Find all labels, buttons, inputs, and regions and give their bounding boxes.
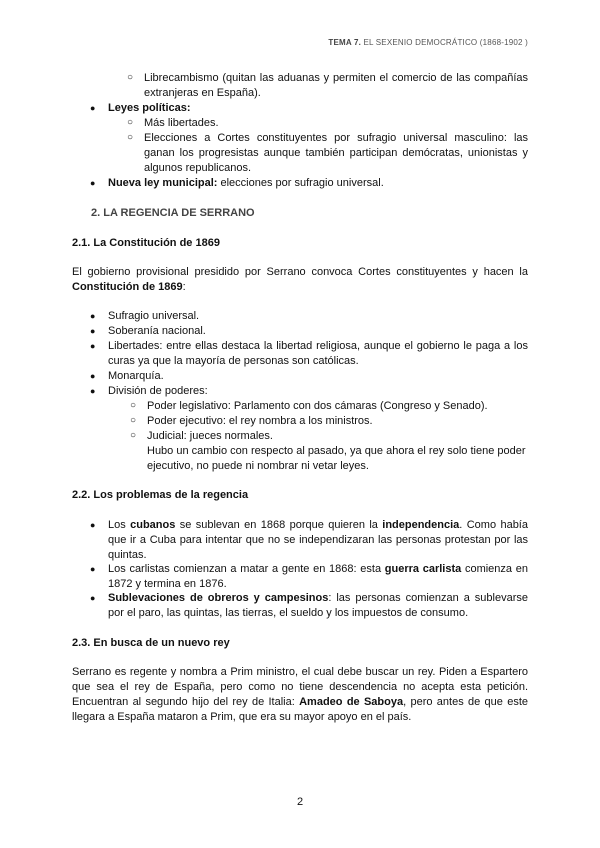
list-item: Soberanía nacional. (108, 325, 206, 337)
list-item: Monarquía. (108, 370, 164, 382)
dot-bullet: ● (90, 593, 96, 603)
list-item-cont: que ir a Cuba para intentar que no se independizaran las personas protestan por las (108, 534, 528, 546)
bold-term: Sublevaciones de obreros y campesinos (108, 592, 329, 604)
dot-bullet: ● (90, 311, 96, 321)
circle-bullet: ○ (127, 117, 134, 128)
list-item: Libertades: entre ellas destaca la libertad religiosa, aunque el gobierno le paga a los (108, 340, 528, 352)
list-item (108, 591, 528, 605)
list-item-cont: ganan los progresistas aunque también participan demócratas, unionistas y (144, 147, 528, 159)
subsection-heading-2-3: 2.3. En busca de un nuevo rey (72, 637, 230, 649)
text-run: elecciones por sufragio universal. (217, 177, 384, 189)
list-item-cont: por el paro, las quintas, las tierras, el sueldo y los impuestos de consumo. (108, 607, 469, 619)
page-number: 2 (296, 796, 304, 808)
dot-bullet: ● (90, 326, 96, 336)
list-item-cont: ejecutivo, no puede ni nombrar ni vetar leyes. (147, 460, 369, 472)
bold-term: Constitución de 1869 (72, 281, 183, 293)
list-item: Más libertades. (144, 117, 219, 129)
text-run: comienza en (461, 563, 528, 575)
text-run: , pero antes de que este (403, 696, 528, 708)
running-header (328, 38, 528, 47)
list-item: Elecciones a Cortes constituyentes por sufragio universal masculino: las (144, 132, 528, 144)
list-item-heading: Leyes políticas: (108, 102, 191, 114)
circle-bullet: ○ (127, 132, 134, 143)
dot-bullet: ● (90, 103, 96, 113)
list-item-cont: algunos republicanos. (144, 162, 252, 174)
list-item: División de poderes: (108, 385, 208, 397)
paragraph-line: Serrano es regente y nombra a Prim ministro, el cual debe buscar un rey. Piden a Espartero (72, 666, 528, 678)
dot-bullet: ● (90, 520, 96, 530)
text-run: Encuentran al segundo hijo del rey de Italia: (72, 696, 300, 708)
subsection-heading-2-2: 2.2. Los problemas de la regencia (72, 489, 249, 501)
list-item-cont: extranjeras en España). (144, 87, 261, 99)
bold-term: Amadeo de Saboya (299, 696, 404, 708)
list-item: Librecambismo (quitan las aduanas y permiten el comercio de las compañías (144, 72, 528, 84)
text-run: se sublevan en 1868 porque quieren la (175, 519, 383, 531)
header-tema: TEMA 7. (328, 38, 362, 47)
dot-bullet: ● (90, 371, 96, 381)
circle-bullet: ○ (127, 72, 134, 83)
circle-bullet: ○ (130, 430, 137, 441)
paragraph-line: llegara a España mataron a Prim, que era su mayor apoyo en el país. (72, 711, 412, 723)
list-item-cont: 1872 y termina en 1876. (108, 578, 227, 590)
text-run: : las personas comienzan a sublevarse (328, 592, 528, 604)
header-subject: EL SEXENIO DEMOCRÁTICO (1868-1902 ) (361, 38, 528, 47)
list-item (108, 518, 528, 532)
list-item-cont: curas ya que la mayoría de personas son católicas. (108, 355, 359, 367)
list-item (108, 176, 564, 190)
circle-bullet: ○ (130, 400, 137, 411)
text-run: Los carlistas comienzan a matar a gente en 1868: esta (108, 563, 385, 575)
paragraph-line (72, 695, 528, 709)
text-run: . Como había (459, 519, 528, 531)
list-item: Sufragio universal. (108, 310, 200, 322)
circle-bullet: ○ (130, 415, 137, 426)
paragraph-line: que sea el rey de España, pero como no tiene descendencia no acepta esta petición. (72, 681, 528, 693)
list-item-cont: Hubo un cambio con respecto al pasado, ya que ahora el rey solo tiene poder (147, 445, 526, 457)
list-item-cont: quintas. (108, 549, 147, 561)
dot-bullet: ● (90, 564, 96, 574)
list-item: Poder ejecutivo: el rey nombra a los ministros. (147, 415, 373, 427)
dot-bullet: ● (90, 386, 96, 396)
bold-term: cubanos (130, 519, 176, 531)
dot-bullet: ● (90, 341, 96, 351)
subsection-heading-2-1: 2.1. La Constitución de 1869 (72, 237, 220, 249)
section-heading: 2. LA REGENCIA DE SERRANO (91, 207, 255, 219)
bold-term: independencia (382, 519, 460, 531)
text-run: Los (108, 519, 131, 531)
list-item: Judicial: jueces normales. (147, 430, 273, 442)
paragraph-line (72, 280, 528, 294)
bold-term: Nueva ley municipal: (108, 177, 218, 189)
text-run: : (182, 281, 186, 293)
list-item: Poder legislativo: Parlamento con dos cámaras (Congreso y Senado). (147, 400, 488, 412)
list-item (108, 562, 528, 576)
bold-term: guerra carlista (384, 563, 462, 575)
paragraph-line: El gobierno provisional presidido por Serrano convoca Cortes constituyentes y hacen la (72, 266, 528, 278)
dot-bullet: ● (90, 178, 96, 188)
